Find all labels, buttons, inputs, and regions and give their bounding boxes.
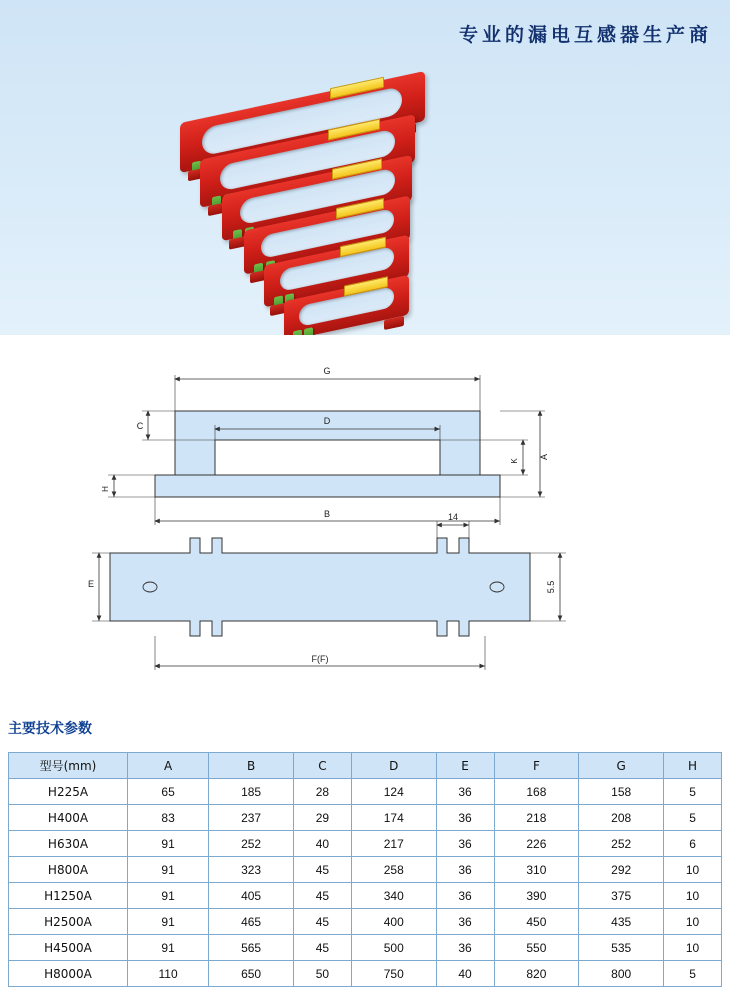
table-cell: 91	[128, 935, 209, 961]
table-cell: 45	[293, 935, 351, 961]
spec-table	[8, 752, 722, 987]
table-cell: 6	[664, 831, 722, 857]
table-row	[9, 779, 722, 805]
table-row	[9, 831, 722, 857]
table-header-cell: B	[209, 753, 294, 779]
table-cell: 323	[209, 857, 294, 883]
table-cell: 208	[579, 805, 664, 831]
product-image-stack	[160, 45, 490, 315]
table-header-cell: D	[351, 753, 436, 779]
table-cell: 36	[436, 909, 494, 935]
table-cell-model: H8000A	[9, 961, 128, 987]
table-cell: 226	[494, 831, 579, 857]
table-cell: 36	[436, 779, 494, 805]
table-cell: 565	[209, 935, 294, 961]
table-cell: 750	[351, 961, 436, 987]
table-cell: 310	[494, 857, 579, 883]
table-cell: 340	[351, 883, 436, 909]
svg-text:F(F): F(F)	[311, 654, 329, 664]
table-cell: 36	[436, 935, 494, 961]
svg-text:14: 14	[447, 512, 459, 522]
table-cell: 83	[128, 805, 209, 831]
table-cell: 5	[664, 779, 722, 805]
table-cell: 535	[579, 935, 664, 961]
table-cell-model: H400A	[9, 805, 128, 831]
table-cell: 252	[209, 831, 294, 857]
svg-text:H: H	[101, 486, 110, 492]
table-cell: 217	[351, 831, 436, 857]
table-cell-model: H800A	[9, 857, 128, 883]
table-cell-model: H4500A	[9, 935, 128, 961]
table-row	[9, 961, 722, 987]
svg-text:E: E	[87, 579, 95, 589]
svg-text:K: K	[510, 458, 519, 464]
table-cell: 435	[579, 909, 664, 935]
svg-text:A: A	[539, 453, 549, 461]
svg-text:C: C	[136, 421, 144, 431]
table-cell-model: H225A	[9, 779, 128, 805]
table-cell: 36	[436, 805, 494, 831]
table-cell: 158	[579, 779, 664, 805]
table-header-cell: C	[293, 753, 351, 779]
technical-drawings	[0, 335, 730, 705]
table-cell: 10	[664, 883, 722, 909]
table-header-cell: G	[579, 753, 664, 779]
table-header-cell: A	[128, 753, 209, 779]
table-cell: 40	[293, 831, 351, 857]
table-cell: 650	[209, 961, 294, 987]
table-cell: 405	[209, 883, 294, 909]
table-cell: 40	[436, 961, 494, 987]
table-header-row	[9, 753, 722, 779]
table-cell: 292	[579, 857, 664, 883]
hero-tagline: 专业的漏电互感器生产商	[458, 24, 712, 46]
table-cell: 50	[293, 961, 351, 987]
table-cell: 800	[579, 961, 664, 987]
table-cell: 10	[664, 935, 722, 961]
table-cell: 5	[664, 805, 722, 831]
table-row	[9, 805, 722, 831]
table-cell-model: H1250A	[9, 883, 128, 909]
table-cell: 29	[293, 805, 351, 831]
table-cell: 124	[351, 779, 436, 805]
table-cell: 820	[494, 961, 579, 987]
table-cell: 375	[579, 883, 664, 909]
svg-text:5.5: 5.5	[546, 580, 556, 594]
table-cell: 450	[494, 909, 579, 935]
table-cell: 45	[293, 883, 351, 909]
table-header-cell: H	[664, 753, 722, 779]
table-cell: 36	[436, 857, 494, 883]
table-row	[9, 909, 722, 935]
table-cell: 110	[128, 961, 209, 987]
table-cell-model: H2500A	[9, 909, 128, 935]
table-header-cell: E	[436, 753, 494, 779]
table-cell: 36	[436, 883, 494, 909]
table-header-cell: F	[494, 753, 579, 779]
spec-table-wrapper	[8, 752, 722, 987]
table-cell: 258	[351, 857, 436, 883]
terminal-icon	[304, 327, 313, 335]
table-cell: 252	[579, 831, 664, 857]
table-cell: 185	[209, 779, 294, 805]
table-cell-model: H630A	[9, 831, 128, 857]
table-cell: 91	[128, 857, 209, 883]
top-view-drawing	[88, 512, 566, 670]
table-cell: 10	[664, 857, 722, 883]
svg-text:B: B	[323, 509, 331, 519]
product-hero-banner	[0, 0, 730, 335]
table-row	[9, 935, 722, 961]
svg-text:G: G	[323, 366, 331, 376]
table-cell: 550	[494, 935, 579, 961]
section-title: 主要技术参数	[8, 721, 92, 737]
table-row	[9, 857, 722, 883]
table-cell: 237	[209, 805, 294, 831]
svg-text:D: D	[323, 416, 331, 426]
table-cell: 400	[351, 909, 436, 935]
table-cell: 65	[128, 779, 209, 805]
table-header-cell: 型号(mm)	[9, 753, 128, 779]
front-view-drawing	[101, 366, 549, 525]
table-cell: 36	[436, 831, 494, 857]
table-cell: 91	[128, 883, 209, 909]
table-cell: 174	[351, 805, 436, 831]
table-cell: 168	[494, 779, 579, 805]
table-cell: 45	[293, 857, 351, 883]
table-cell: 465	[209, 909, 294, 935]
table-cell: 45	[293, 909, 351, 935]
table-cell: 500	[351, 935, 436, 961]
table-cell: 218	[494, 805, 579, 831]
table-cell: 5	[664, 961, 722, 987]
table-cell: 10	[664, 909, 722, 935]
table-cell: 390	[494, 883, 579, 909]
table-cell: 91	[128, 909, 209, 935]
table-row	[9, 883, 722, 909]
table-cell: 28	[293, 779, 351, 805]
table-cell: 91	[128, 831, 209, 857]
